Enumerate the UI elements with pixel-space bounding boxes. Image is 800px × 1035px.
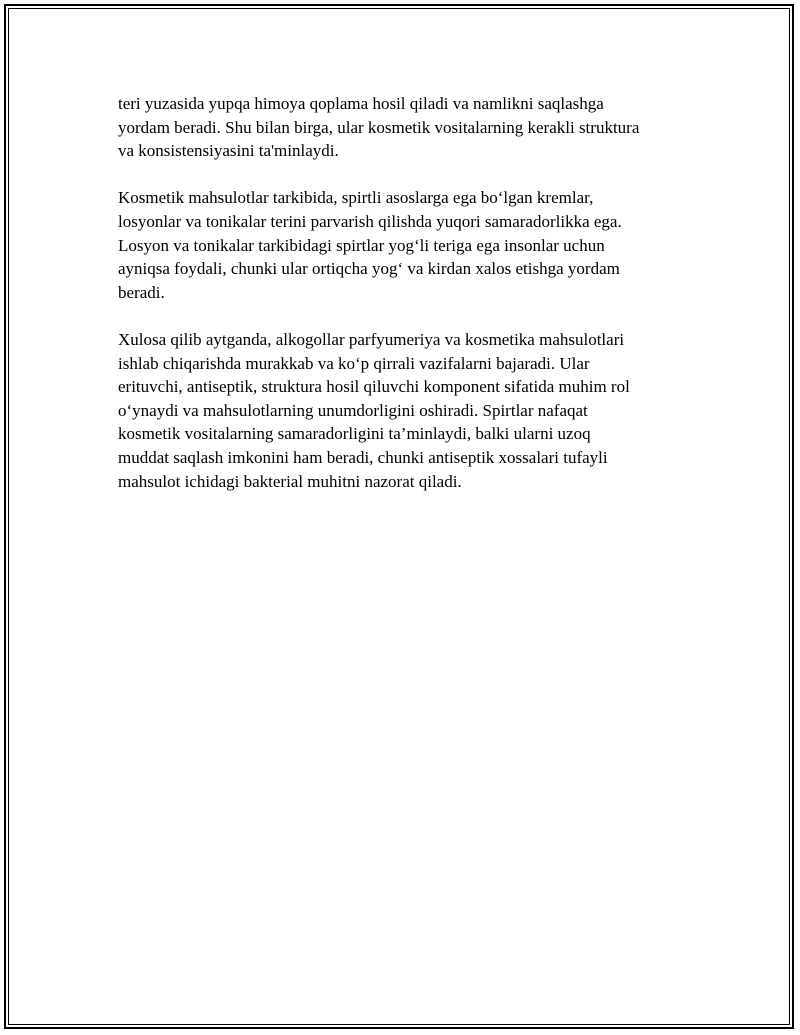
text-line: Losyon va tonikalar tarkibidagi spirtlar yog‘li teriga ega insonlar uchun	[118, 235, 605, 255]
text-line: losyonlar va tonikalar terini parvarish qilishda yuqori samaradorlikka ega.	[118, 211, 622, 231]
text-line: ayniqsa foydali, chunki ular ortiqcha yog‘ va kirdan xalos etishga yordam	[118, 259, 620, 279]
document-body	[118, 92, 688, 493]
text-line: mahsulot ichidagi bakterial muhitni nazorat qiladi.	[118, 471, 462, 491]
paragraph-3	[118, 328, 688, 493]
text-line: beradi.	[118, 282, 165, 302]
text-line: o‘ynaydi va mahsulotlarning unumdorligini oshiradi. Spirtlar nafaqat	[118, 400, 588, 420]
text-line: ishlab chiqarishda murakkab va ko‘p qirrali vazifalarni bajaradi. Ular	[118, 353, 590, 373]
paragraph-2	[118, 186, 688, 304]
text-line: yordam beradi. Shu bilan birga, ular kosmetik vositalarning kerakli struktura	[118, 117, 640, 137]
text-line: teri yuzasida yupqa himoya qoplama hosil qiladi va namlikni saqlashga	[118, 94, 604, 113]
text-line: kosmetik vositalarning samaradorligini ta’minlaydi, balki ularni uzoq	[118, 424, 591, 444]
text-line: va konsistensiyasini ta'minlaydi.	[118, 141, 339, 161]
text-line: erituvchi, antiseptik, struktura hosil qiluvchi komponent sifatida muhim rol	[118, 377, 630, 397]
paragraph-1	[118, 92, 688, 163]
text-line: Xulosa qilib aytganda, alkogollar parfyumeriya va kosmetika mahsulotlari	[118, 329, 625, 349]
text-line: muddat saqlash imkonini ham beradi, chunki antiseptik xossalari tufayli	[118, 447, 608, 467]
text-line: Kosmetik mahsulotlar tarkibida, spirtli asoslarga ega bo‘lgan kremlar,	[118, 188, 594, 208]
